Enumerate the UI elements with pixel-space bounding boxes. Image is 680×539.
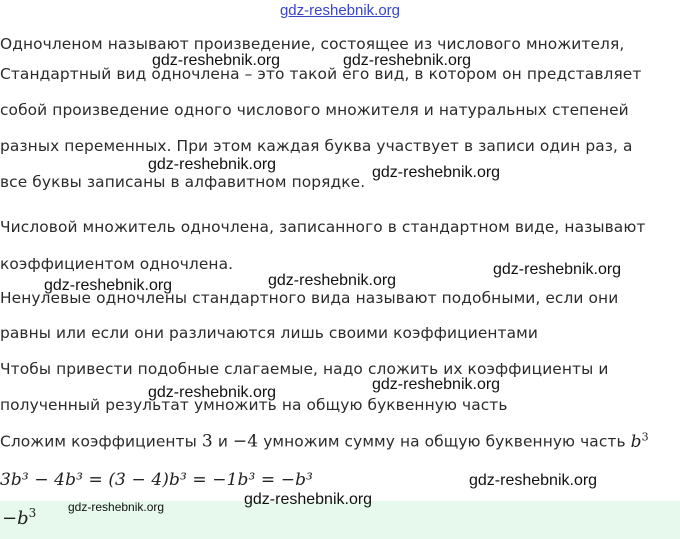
watermark: gdz-reshebnik.org [372, 376, 501, 393]
paragraph-line: собой произведение одного числового множителя и натуральных степеней [0, 101, 629, 119]
watermark: gdz-reshebnik.org [44, 277, 173, 294]
sum-text-1: Сложим коэффициенты [0, 432, 197, 451]
watermark: gdz-reshebnik.org [343, 52, 472, 69]
answer-exponent: 3 [28, 506, 37, 520]
watermark: gdz-reshebnik.org [244, 491, 373, 508]
coefficient-2: −4 [232, 431, 259, 452]
letter-part [631, 432, 649, 452]
paragraph-line: Стандартный вид одночлена – это такой его вид, в котором он представляет [0, 65, 642, 83]
watermark: gdz-reshebnik.org [268, 272, 397, 289]
watermark: gdz-reshebnik.org [68, 500, 165, 514]
paragraph-line: равны или если они различаются лишь своими коэффициентами [0, 324, 538, 342]
watermark: gdz-reshebnik.org [372, 164, 501, 181]
watermark: gdz-reshebnik.org [493, 261, 622, 278]
site-header-link[interactable]: gdz-reshebnik.org [279, 2, 401, 19]
watermark: gdz-reshebnik.org [148, 156, 277, 173]
sum-sentence [0, 430, 649, 452]
answer [2, 506, 36, 529]
coefficient-1: 3 [201, 431, 213, 452]
paragraph-line: разных переменных. При этом каждая буква участвует в записи один раз, а [0, 137, 633, 155]
letter-exponent: 3 [641, 430, 649, 443]
answer-base: −b [2, 508, 29, 529]
paragraph-line: Числовой множитель одночлена, записанного в стандартном виде, называют [0, 218, 646, 236]
sum-text-3: умножим сумму на общую буквенную часть [263, 432, 626, 451]
watermark: gdz-reshebnik.org [152, 52, 281, 69]
sum-text-2: и [217, 432, 228, 451]
paragraph-line: полученный результат умножить на общую буквенную часть [0, 396, 508, 414]
watermark: gdz-reshebnik.org [469, 472, 598, 489]
watermark: gdz-reshebnik.org [148, 384, 277, 401]
letter-base: b [630, 431, 642, 452]
paragraph-line: Чтобы привести подобные слагаемые, надо сложить их коэффициенты и [0, 360, 609, 378]
paragraph-line: коэффициентом одночлена. [0, 255, 234, 273]
paragraph-line: Одночленом называют произведение, состоящее из числового множителя, [0, 35, 625, 53]
equation: 3b³ − 4b³ = (3 − 4)b³ = −1b³ = −b³ [0, 470, 313, 490]
paragraph-line: все буквы записаны в алфавитном порядке. [0, 173, 366, 191]
paragraph-line: Ненулевые одночлены стандартного вида называют подобными, если они [0, 289, 619, 307]
